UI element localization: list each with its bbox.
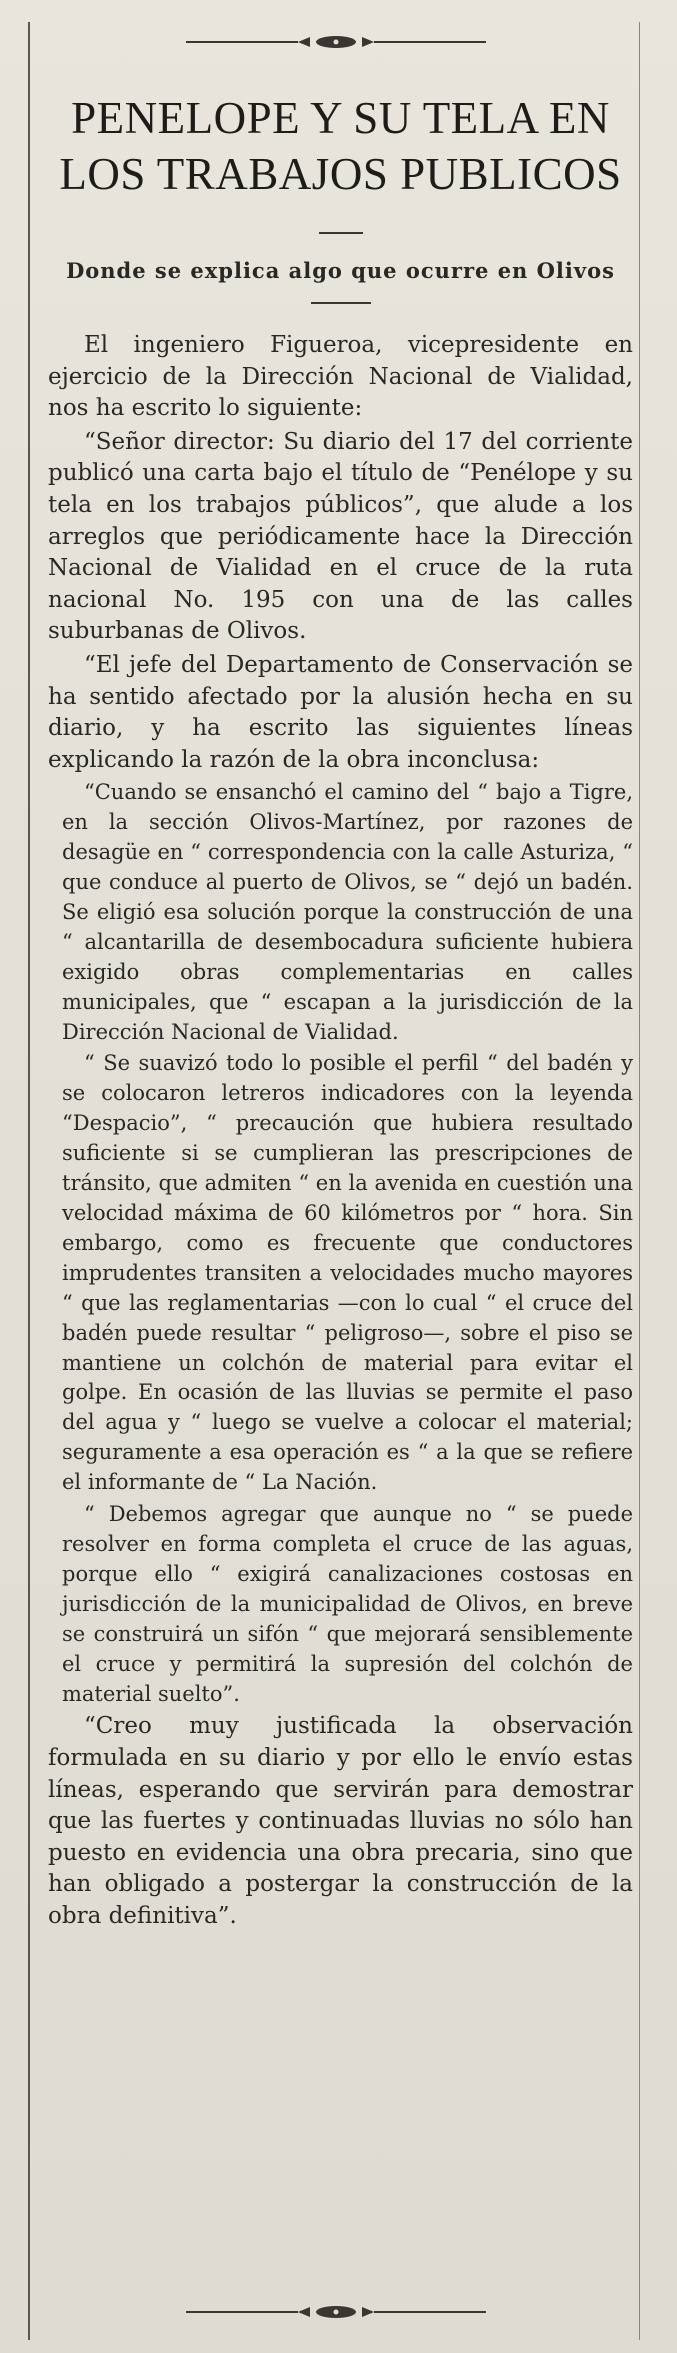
top-ornament-rule xyxy=(30,30,642,54)
paragraph-letter-opening: “Señor director: Su diario del 17 del corriente publicó una carta bajo el título de “Penélope y su tela en los trabajos públicos”, que alude a los arreglos que periódicamente hace la Dirección Nacional de Vialidad en el cruce de la ruta nacional No. 195 con una de las calles suburbanas de Olivos. xyxy=(48,428,633,645)
paragraph-department-note: “El jefe del Departamento de Conservación se ha sentido afectado por la alusión hecha en su diario, y ha escrito las siguientes líneas explicando la razón de la obra inconclusa: xyxy=(48,651,633,773)
quoted-paragraph-widening: “Cuando se ensanchó el camino del “ bajo a Tigre, en la sección Olivos-Martínez, por razones de desagüe en “ correspondencia con la calle Asturiza, “ que conduce al puerto de Olivos, se “ dejó un badén. Se eligió esa solución porque la construcción de una “ alcantarilla de desembocadura suficiente hubiera exigido obras complementarias en calles municipales, que “ escapan a la jurisdicción de la Dirección Nacional de Vialidad. xyxy=(62,780,633,1044)
clipping-column xyxy=(28,22,640,2340)
quoted-paragraph-precaution: “ Se suavizó todo lo posible el perfil “ del badén y se colocaron letreros indicadores con la leyenda “Despacio”, “ precaución que hubiera resultado suficiente si se cumplieran las prescripciones de tránsito, que admiten “ en la avenida en cuestión una velocidad máxima de 60 kilómetros por “ hora. Sin embargo, como es frecuente que conductores imprudentes transiten a velocidades mucho mayores “ que las reglamentarias —con lo cual “ el cruce del badén puede resultar “ peligroso—, sobre el piso se mantiene un colchón de material para evitar el golpe. En ocasión de las lluvias se permite el paso del agua y “ luego se vuelve a colocar el material; seguramente a esa operación es “ a la que se refiere el informante de “ La Nación. xyxy=(62,1051,633,1495)
article-headline: PENELOPE Y SU TELA EN LOS TRABAJOS PUBLICOS xyxy=(59,93,622,199)
quoted-paragraph-siphon: “ Debemos agregar que aunque no “ se puede resolver en forma completa el cruce de las aguas, porque ello “ exigirá canalizaciones costosas en jurisdicción de la municipalidad de Olivos, en breve se construirá un sifón “ que mejorará sensiblemente el cruce y permitirá la supresión del colchón de material suelto”. xyxy=(62,1502,633,1706)
bottom-ornament-rule xyxy=(30,2300,642,2324)
article-column xyxy=(48,90,633,1933)
paragraph-closing: “Creo muy justificada la observación formulada en su diario y por ello le envío estas líneas, esperando que servirán para demostrar que las fuertes y continuadas lluvias no sólo han puesto en evidencia una obra precaria, sino que han obligado a postergar la construcción de la obra definitiva”. xyxy=(48,1713,633,1929)
subhead-divider xyxy=(311,302,371,304)
ornament-bottom-icon xyxy=(186,2300,486,2324)
headline-divider xyxy=(319,232,363,234)
article-subhead: Donde se explica algo que ocurre en Olivos xyxy=(66,258,615,283)
paragraph-intro: El ingeniero Figueroa, vicepresidente en ejercicio de la Dirección Nacional de Vialidad, nos ha escrito lo siguiente: xyxy=(48,332,633,422)
ornament-top-icon xyxy=(186,30,486,54)
